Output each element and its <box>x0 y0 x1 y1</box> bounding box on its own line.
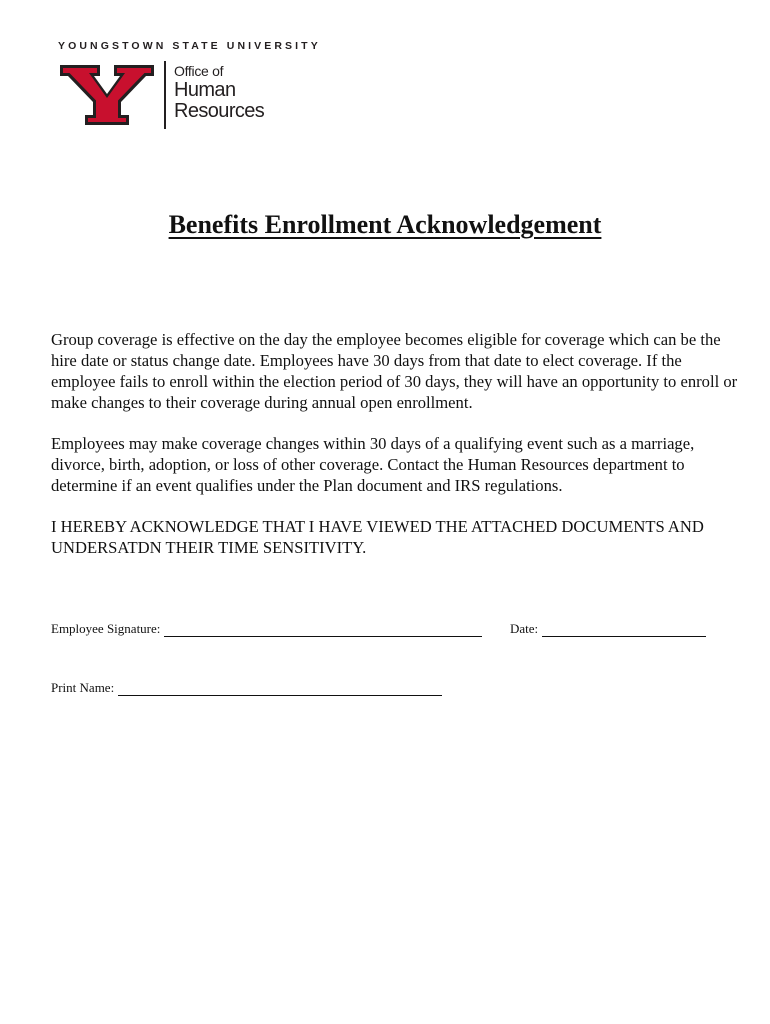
date-label: Date: <box>510 621 539 636</box>
logo-divider <box>164 61 166 129</box>
university-name: YOUNGSTOWN STATE UNIVERSITY <box>58 40 321 52</box>
print-name-line[interactable] <box>118 683 442 696</box>
office-line-1: Office of <box>174 63 224 79</box>
document-title: Benefits Enrollment Acknowledgement <box>168 210 602 239</box>
coverage-paragraph: Group coverage is effective on the day the employee becomes eligible for coverage which can be the hire date or status change date. Employees have 30 days from that date to elect coverage. If the employee fails to enroll within the election period of 30 days, they will have an opportunity to enroll or make changes to their coverage during annual open enrollment. <box>51 330 738 412</box>
signature-label: Employee Signature: <box>51 621 161 636</box>
print-name-label: Print Name: <box>51 680 115 695</box>
date-field <box>510 621 706 637</box>
acknowledgement-statement: I HEREBY ACKNOWLEDGE THAT I HAVE VIEWED THE ATTACHED DOCUMENTS AND UNDERSATDN THEIR TIME SENSITIVITY. <box>51 517 704 557</box>
office-name <box>174 64 264 122</box>
employee-signature-field <box>51 621 482 637</box>
ysu-y-logo <box>58 62 156 128</box>
office-line-2: Human <box>174 79 236 101</box>
page-header <box>58 40 358 140</box>
date-line[interactable] <box>542 624 706 637</box>
signature-line[interactable] <box>164 624 482 637</box>
qualifying-event-paragraph: Employees may make coverage changes within 30 days of a qualifying event such as a marriage, divorce, birth, adoption, or loss of other coverage. Contact the Human Resources department to determine if an event qualifies under the Plan document and IRS regulations. <box>51 434 695 495</box>
office-line-3: Resources <box>174 100 265 122</box>
print-name-field <box>51 680 442 696</box>
